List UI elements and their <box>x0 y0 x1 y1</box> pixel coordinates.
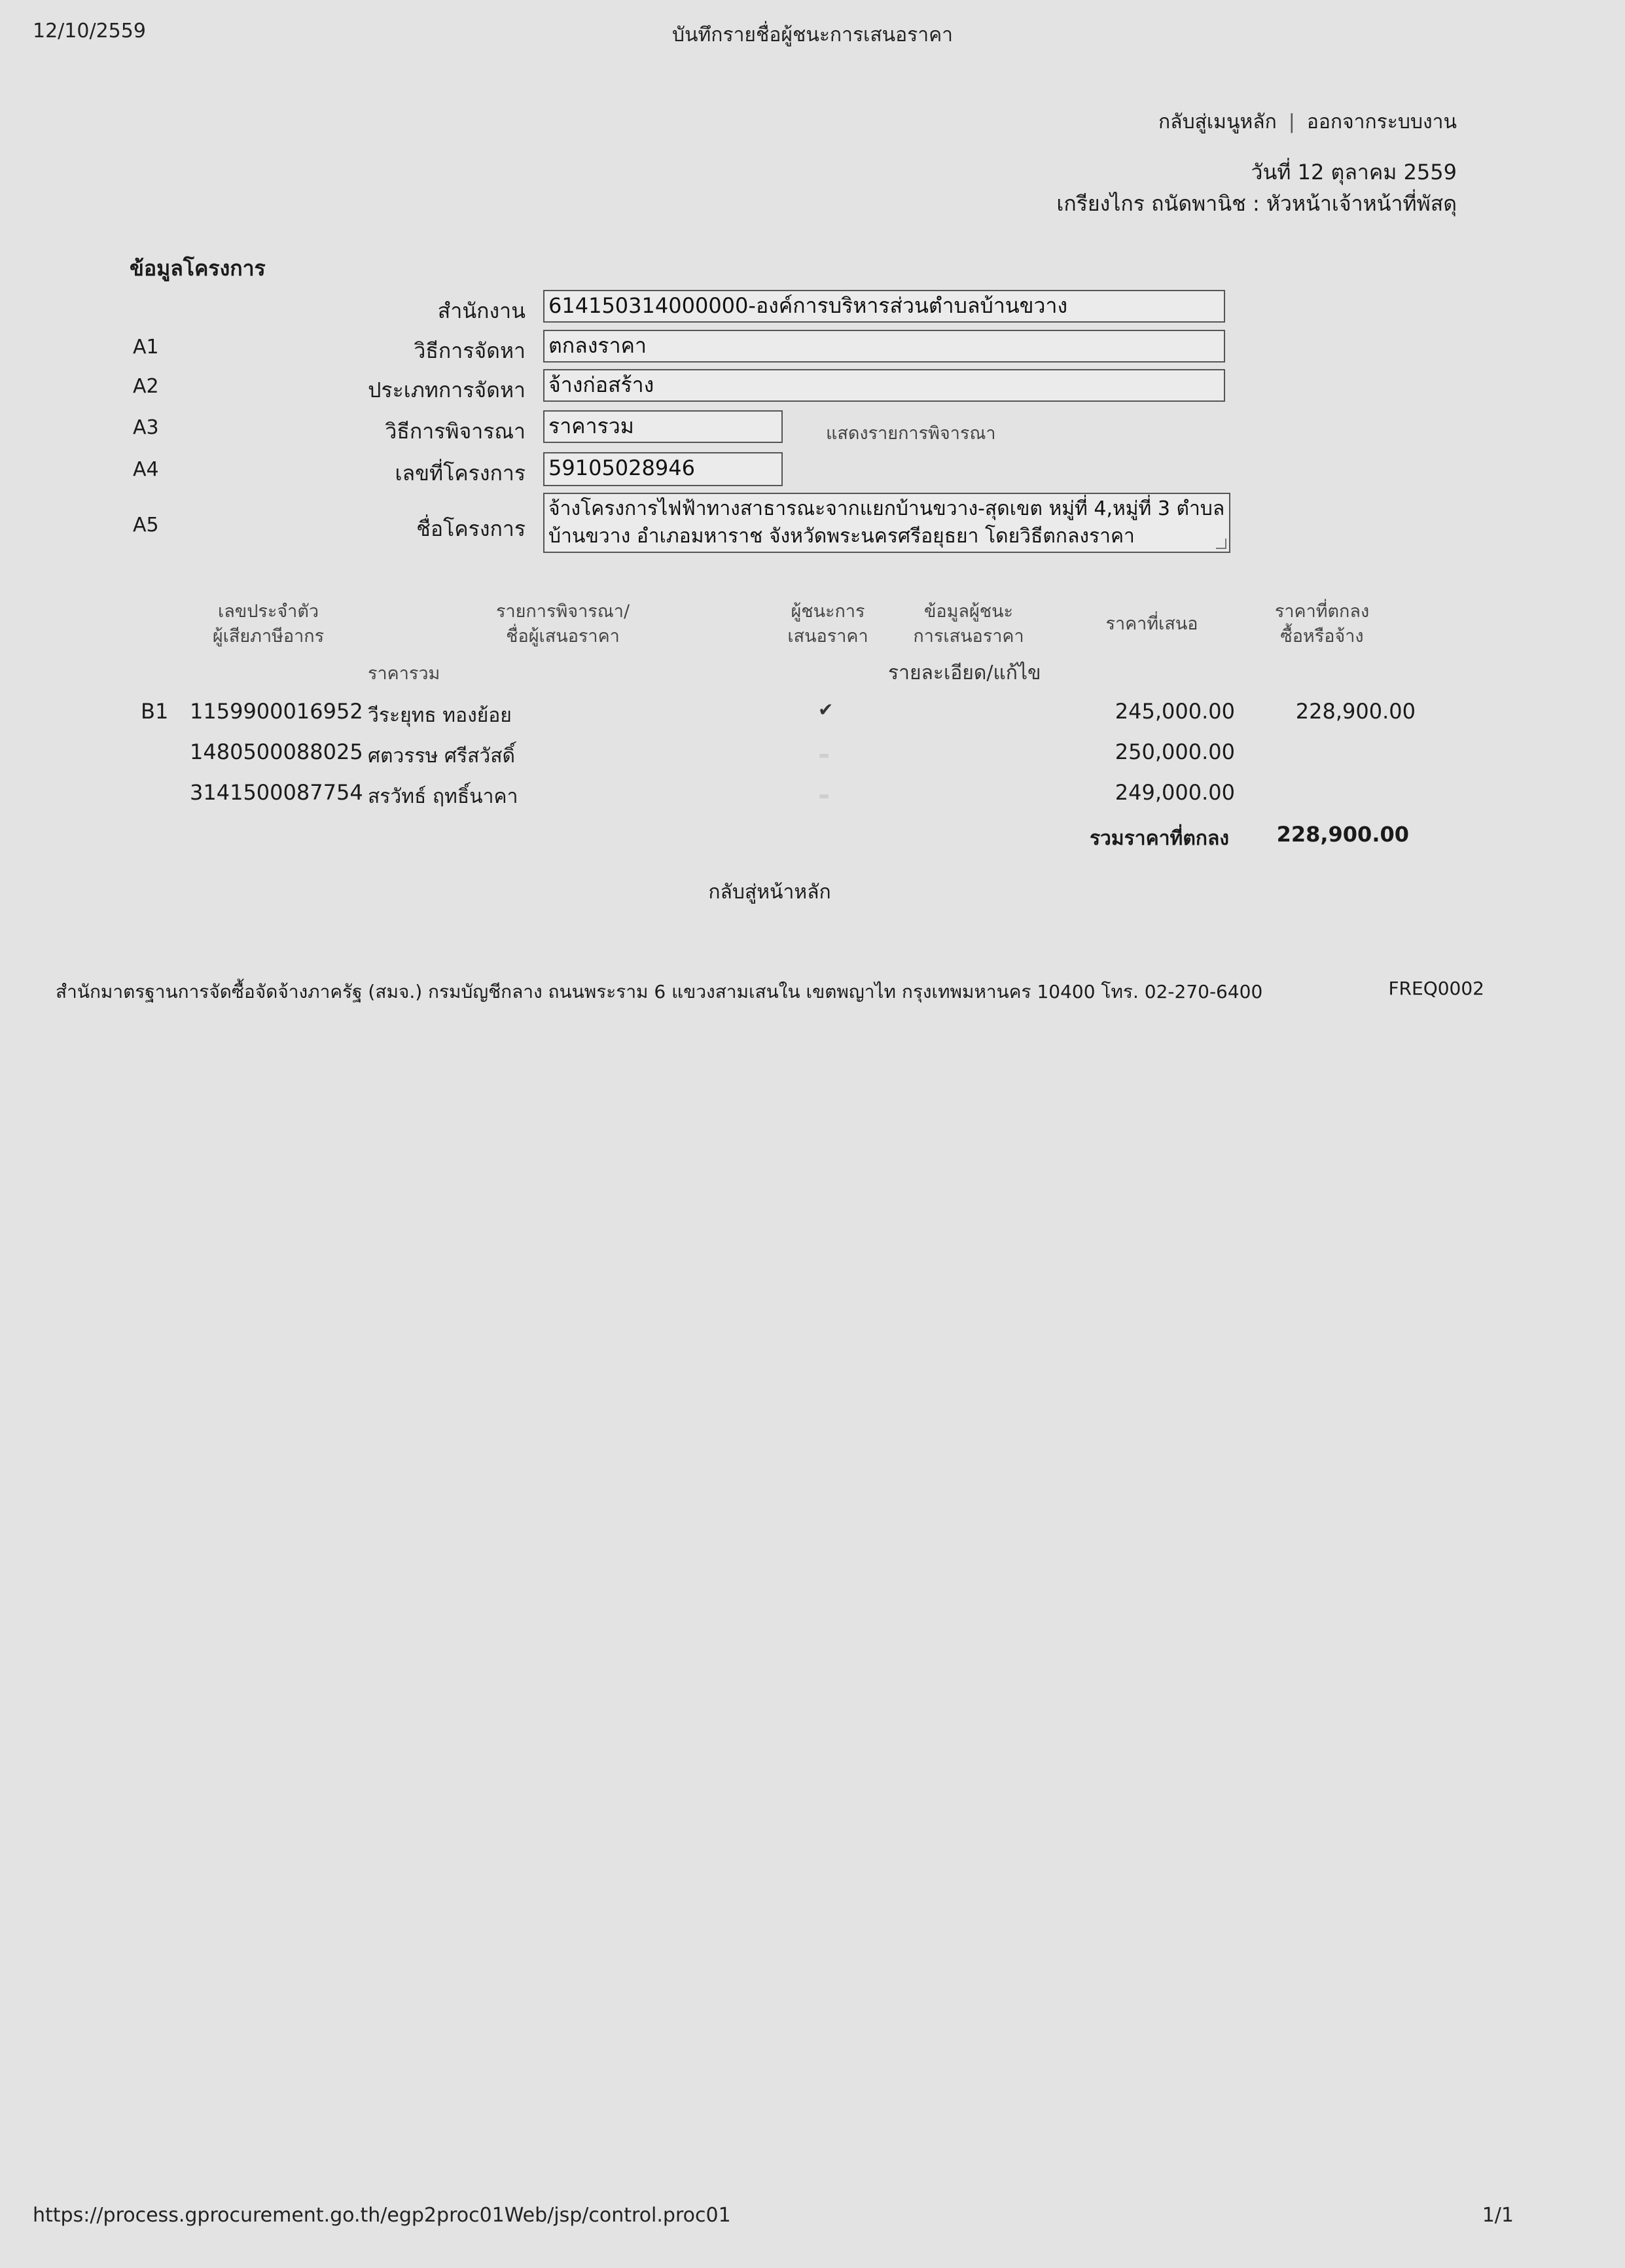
footer-code: FREQ0002 <box>1388 978 1484 999</box>
project-name-text: จ้างโครงการไฟฟ้าทางสาธารณะจากแยกบ้านขวาง-สุดเขต หมู่ที่ 4,หมู่ที่ 3 ตำบลบ้านขวาง อำเภอมหาราช จังหวัดพระนครศรีอยุธยา โดยวิธีตกลงราคา <box>548 497 1225 548</box>
print-url: https://process.gprocurement.go.th/egp2proc01Web/jsp/control.proc01 <box>33 2204 731 2227</box>
header-winner-line2: เสนอราคา <box>787 626 868 647</box>
print-page-number: 1/1 <box>1482 2204 1514 2227</box>
a2-code: A2 <box>133 375 159 398</box>
header-winner-info-line1: ข้อมูลผู้ชนะ <box>923 601 1014 622</box>
a4-label: เลขที่โครงการ <box>395 461 526 486</box>
header-item-line2: ชื่อผู้เสนอราคา <box>506 626 620 647</box>
total-value: 228,900.00 <box>1276 822 1409 847</box>
row3-name: สรวัทธ์ ฤทธิ์นาคา <box>368 785 518 808</box>
row1-tax-id: 1159900016952 <box>190 699 363 724</box>
back-home-link[interactable]: กลับสู่หน้าหลัก <box>708 881 831 904</box>
project-name-textarea[interactable] <box>543 493 1230 553</box>
row-code: B1 <box>141 699 169 724</box>
a3-label: วิธีการพิจารณา <box>385 419 526 444</box>
header-tax-id-line2: ผู้เสียภาษีอากร <box>212 626 325 647</box>
row2-name: ศตวรรษ ศรีสวัสดิ์ <box>368 745 516 768</box>
link-separator: | <box>1288 111 1295 133</box>
row3-offer: 249,000.00 <box>1115 780 1235 805</box>
row2-tax-id: 1480500088025 <box>190 739 363 764</box>
header-winner <box>766 599 890 649</box>
main-menu-link[interactable]: กลับสู่เมนูหลัก <box>1158 111 1277 133</box>
a2-label: ประเภทการจัดหา <box>368 378 526 402</box>
a1-label: วิธีการจัดหา <box>414 338 526 363</box>
current-date: วันที่ 12 ตุลาคม 2559 <box>1251 160 1457 185</box>
detail-edit-link[interactable]: รายละเอียด/แก้ไข <box>888 662 1041 684</box>
a1-code: A1 <box>133 336 159 359</box>
header-tax-id-line1: เลขประจำตัว <box>217 601 319 622</box>
office-label: สำนักงาน <box>437 298 526 323</box>
resize-handle-icon[interactable] <box>1216 539 1226 549</box>
a5-label: ชื่อโครงการ <box>416 516 526 541</box>
total-label: รวมราคาที่ตกลง <box>1089 827 1229 850</box>
top-links <box>1158 107 1457 137</box>
row1-agreed: 228,900.00 <box>1295 699 1416 724</box>
row1-name: วีระยุทธ ทองย้อย <box>368 704 512 727</box>
header-item-line1: รายการพิจารณา/ <box>495 601 630 622</box>
logout-link[interactable]: ออกจากระบบงาน <box>1306 111 1457 133</box>
row1-offer: 245,000.00 <box>1115 699 1235 724</box>
header-offer-price: ราคาที่เสนอ <box>1105 614 1198 634</box>
project-number-field[interactable]: 59105028946 <box>543 452 783 486</box>
row3-tax-id: 3141500087754 <box>190 780 363 805</box>
header-agreed-line1: ราคาที่ตกลง <box>1274 601 1370 622</box>
header-agreed-line2: ซื้อหรือจ้าง <box>1280 626 1364 647</box>
procurement-method-field[interactable]: ตกลงราคา <box>543 330 1225 363</box>
row2-winner-check-icon <box>819 754 829 758</box>
header-winner-info-line2: การเสนอราคา <box>913 626 1024 647</box>
footer-address: สำนักมาตรฐานการจัดซื้อจัดจ้างภาครัฐ (สมจ.) กรมบัญชีกลาง ถนนพระราม 6 แขวงสามเสนใน เขตพญาไท กรุงเทพมหานคร 10400 โทร. 02-270-6400 <box>56 981 1263 1002</box>
print-date: 12/10/2559 <box>33 20 146 43</box>
a5-code: A5 <box>133 514 159 537</box>
header-winner-info <box>890 599 1047 649</box>
row3-winner-check-icon <box>819 794 829 798</box>
header-winner-line1: ผู้ชนะการ <box>791 601 865 622</box>
office-field[interactable]: 614150314000000-องค์การบริหารส่วนตำบลบ้านขวาง <box>543 290 1225 323</box>
consideration-method-field[interactable]: ราคารวม <box>543 410 783 443</box>
header-tax-id <box>183 599 353 649</box>
show-consideration-link[interactable]: แสดงรายการพิจารณา <box>826 423 996 444</box>
page-title: บันทึกรายชื่อผู้ชนะการเสนอราคา <box>671 24 954 46</box>
header-agreed-price <box>1243 599 1401 649</box>
group-label: ราคารวม <box>368 664 440 684</box>
row2-offer: 250,000.00 <box>1115 739 1235 764</box>
procurement-type-field[interactable]: จ้างก่อสร้าง <box>543 369 1225 402</box>
a4-code: A4 <box>133 458 159 481</box>
header-item <box>458 599 668 649</box>
a3-code: A3 <box>133 416 159 439</box>
section-title: ข้อมูลโครงการ <box>130 256 266 281</box>
user-info: เกรียงไกร ถนัดพานิช : หัวหน้าเจ้าหน้าที่พัสดุ <box>1056 191 1457 216</box>
row1-winner-check-icon: ✔ <box>818 699 834 720</box>
